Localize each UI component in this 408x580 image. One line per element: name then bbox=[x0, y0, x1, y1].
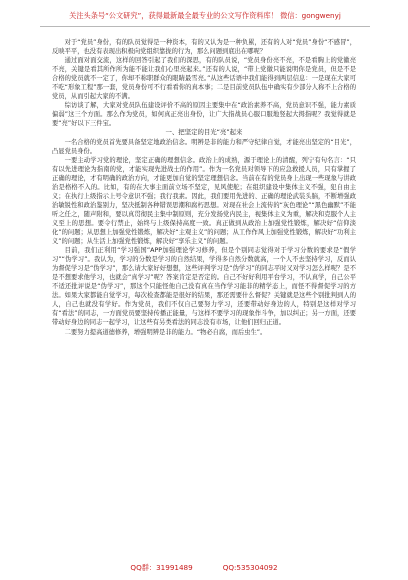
paragraph: 二要努力提高道德修养，增强明辨是非的能力。“物必自腐，而后虫生”。 bbox=[64, 328, 267, 336]
header-divider bbox=[40, 26, 370, 27]
paragraph: 一名合格的党员首先要具备坚定地政治信念。明辨是非的能力和严守纪律自觉，才能亮出坚定的“目光”，凸显党员身份。 bbox=[52, 138, 356, 155]
paragraph: 一要主动学习党的理论，坚定正确的理想信念。政治上的成熟，源于理论上的清醒，列宁有句名言：“只有以先进理论为指南的党，才能实现先进战士的作用”。作为一名党员对领导下的应急救援人员，只有掌握了正确的理论，才有明确的政治方向，才能更加自觉的坚定理想信念。当前在有的党员身上出现一些现象与讲政治是格格不入的。比如，有的在大事主面前立场不坚定，见风使舵；在组织建设中集体主义不强，犯自由主义；在执行上级指示上号令意识不强；我行我素。因此，我们要用先进的、正确的理论武装头脑，不断增强政治敏锐性和政治鉴别力，坚决抵制各种错误思潮和腐朽思想。对现在社会上流传的“灰色理论”“黑色幽默”不能听之任之，随声附和，要以真贯彻民主集中制原则，充分发扬党内民主，视集体主义为重，解决和克服个人主义至上的思想。要令行禁止，始终与上级保持高度一致。真正做到从政治上加强党性锻炼，解决好“信仰淡化”的问题；从思想上加强党性锻炼，解决好“主观主义”的问题；从工作作风上加强党性锻炼，解决好“功利主义”的问题；从生活上加强党性锻炼，解决好“享乐主义”的问题。 bbox=[52, 156, 356, 246]
header-banner: 关注头条号“公文研究”，获得最新最全最专业的公文写作资料库！ 微信：gongwenyj bbox=[69, 11, 341, 20]
paragraph: 对于“党员”身份，有的队员觉得是一种资本，有的又认为是一种负累，还有的人对“党员”身份“不感冒”，反映平平，也没有表现出积极向党组织靠拢的行为，那么问题到底出在哪呢？ bbox=[52, 39, 356, 56]
document-body bbox=[52, 38, 356, 546]
section-heading: 一、把坚定的目光“亮”起来 bbox=[165, 128, 243, 137]
qq-contact-text: QQ:535304092 bbox=[222, 563, 278, 572]
qq-group-text: QQ群：31991489 bbox=[130, 563, 193, 572]
paragraph: 通过面对面交流，这样的回答引起了我们的深思，有的队员说，“党员身份亮不亮，不是看胸上的党徽亮不亮，关键是看其所作所为能不能让我们心里亮起来。”还有的人说，“带上党徽只能说明你是党员，但是不是合格的党员就不一定了，你却不称职群众的眼睛最雪亮。”从这些话语中我们能得到两层信息：一是现在大家可不吃“形象工程”那一套，党员身份可不行看看你的真本事；二是目前党员队伍中确实有少部分人称不上合格的党员，从而引起大家的不满。 bbox=[52, 57, 356, 101]
paragraph: 综访谈了解，大家对党员队伍建设评价不高的原因主要集中在“政治素养不高，党员意识不强，能力素质偏弱”这三个方面。那么作为党员，如何真正亮出身份，让广大指战员心服口服地竖起大拇指呢？我觉得就是要“亮”好以下三件宝。 bbox=[52, 102, 356, 128]
footer-contact-bar bbox=[0, 563, 408, 577]
paragraph: 目前，我们正利用“学习强国”APP加强理论学习修养，但是个别同志觉得对于学习分数的要求是“假学习”“伪学习”。我认为，学习的分数是学习的自然结果，学得多自然分数就高，一个人不去坚持学习，反而认为督促学习是“伪学习”，那么请大家好好想想，这些评判学习是“伪学习”的同志平时又对学习怎么样呢？是不是不想要求他学习，也就会“真学习”呢？答案肯定是否定的。自己不好好利用平台学习，不认真学，自己公平不适还批评说是“伪学习”，那这个只能怪他自己没有真在当作学习能非的精学态上，而怪不得督促学习的方法。如果大家都能自觉学习，每次检查都能是很好的结果，那还需要什么督促？关键就是这些个别批判到人的人，自己也就没有学好。作为党员，我们不仅自己要努力学习，还要带动好身边的人，特别是这样对学习有“看法”的同志，一方面党员要坚持传播正能量，与这样不要学习的现象作斗争，加以纠正；另一方面，还要带动好身边的同志一起学习，让这些有另类看法的同志没有市场，让他们回归正道。 bbox=[52, 247, 356, 327]
